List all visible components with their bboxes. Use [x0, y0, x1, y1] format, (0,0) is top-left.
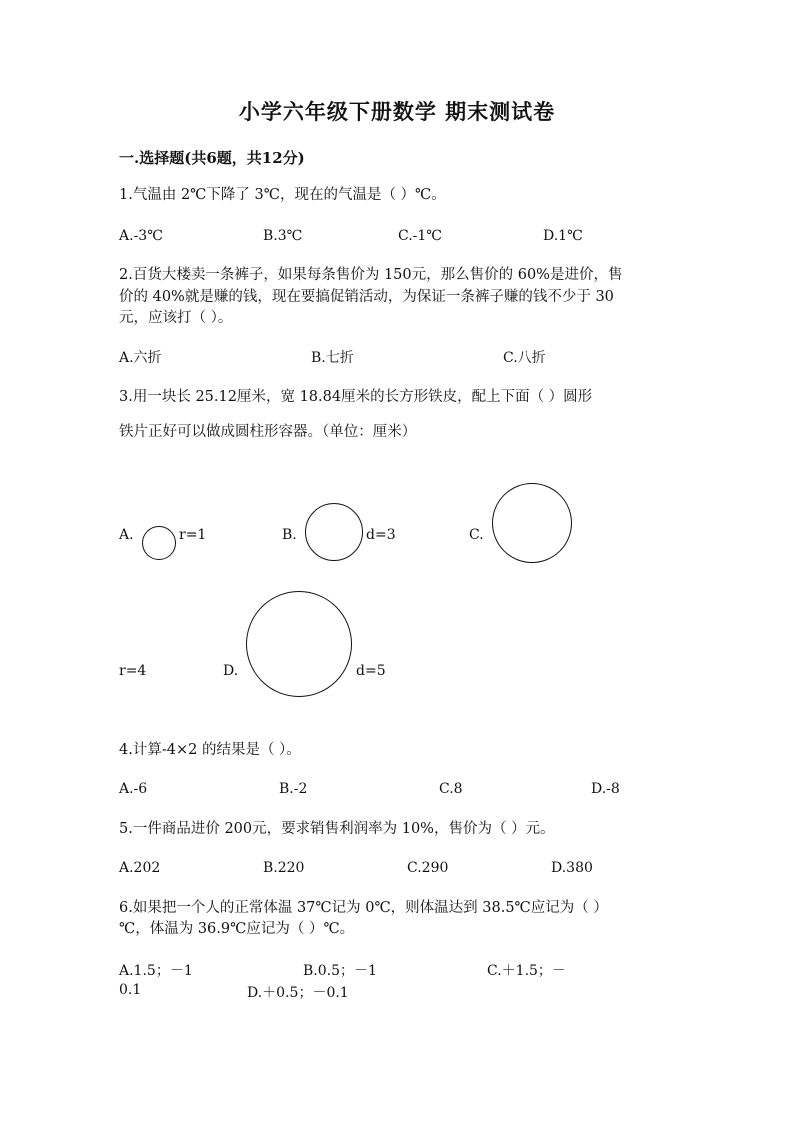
q5-option-c[interactable]: C.290 [407, 860, 449, 876]
q1-option-b[interactable]: B.3℃ [263, 228, 303, 244]
circle-b-shape [305, 503, 363, 561]
circle-d-shape [246, 591, 352, 697]
question-3-stem-line2: 铁片正好可以做成圆柱形容器。（单位：厘米） [119, 424, 417, 440]
q4-option-c[interactable]: C.8 [439, 781, 463, 797]
q6-option-c[interactable]: C.＋1.5；－ [487, 963, 566, 979]
question-1-stem: 1.气温由 2℃下降了 3℃，现在的气温是（ ）℃。 [119, 187, 446, 203]
question-5-stem: 5.一件商品进价 200元，要求销售利润率为 10%，售价为（ ）元。 [119, 821, 555, 837]
circle-a-label: r=1 [179, 527, 207, 543]
circle-c-label: r=4 [119, 663, 147, 679]
circle-d-label: d=5 [356, 663, 386, 679]
page-title: 小学六年级下册数学 期末测试卷 [238, 99, 556, 124]
circle-c-shape [492, 483, 572, 563]
q6-option-a[interactable]: A.1.5；－1 [119, 963, 193, 979]
q5-option-b[interactable]: B.220 [263, 860, 305, 876]
q2-option-c[interactable]: C.八折 [503, 350, 546, 366]
question-6-stem-line2: ℃，体温为 36.9℃应记为（ ）℃。 [119, 921, 355, 937]
section-heading: 一.选择题(共6题，共12分) [119, 149, 305, 167]
q2-option-a[interactable]: A.六折 [119, 350, 162, 366]
q2-option-b[interactable]: B.七折 [311, 350, 354, 366]
q6-option-d[interactable]: D.＋0.5；－0.1 [247, 985, 349, 1001]
question-6-stem-line1: 6.如果把一个人的正常体温 37℃记为 0℃，则体温达到 38.5℃应记为（ ） [119, 900, 608, 916]
question-2-stem-line2: 价的 40%就是赚的钱，现在要搞促销活动，为保证一条裤子赚的钱不少于 30 [119, 289, 614, 305]
circle-b-label: d=3 [366, 527, 396, 543]
q3-option-d[interactable]: D. [223, 663, 239, 679]
question-3-stem-line1: 3.用一块长 25.12厘米，宽 18.84厘米的长方形铁皮，配上下面（ ）圆形 [119, 389, 593, 405]
q4-option-b[interactable]: B.-2 [279, 781, 308, 797]
q1-option-c[interactable]: C.-1℃ [398, 228, 442, 244]
q5-option-d[interactable]: D.380 [551, 860, 593, 876]
q3-option-c[interactable]: C. [469, 527, 484, 543]
q4-option-a[interactable]: A.-6 [119, 781, 148, 797]
q1-option-a[interactable]: A.-3℃ [119, 228, 163, 244]
q1-option-d[interactable]: D.1℃ [543, 228, 583, 244]
question-2-stem-line3: 元，应该打（ ）。 [119, 310, 233, 326]
q4-option-d[interactable]: D.-8 [591, 781, 620, 797]
q6-option-c-continued: 0.1 [119, 982, 142, 998]
circle-a-shape [142, 526, 176, 560]
q6-option-b[interactable]: B.0.5；－1 [303, 963, 377, 979]
q3-option-b[interactable]: B. [282, 527, 297, 543]
question-4-stem: 4.计算-4×2 的结果是（ ）。 [119, 742, 301, 758]
question-2-stem-line1: 2.百货大楼卖一条裤子，如果每条售价为 150元，那么售价的 60%是进价，售 [119, 267, 623, 283]
q5-option-a[interactable]: A.202 [119, 860, 161, 876]
q3-option-a[interactable]: A. [119, 527, 134, 543]
